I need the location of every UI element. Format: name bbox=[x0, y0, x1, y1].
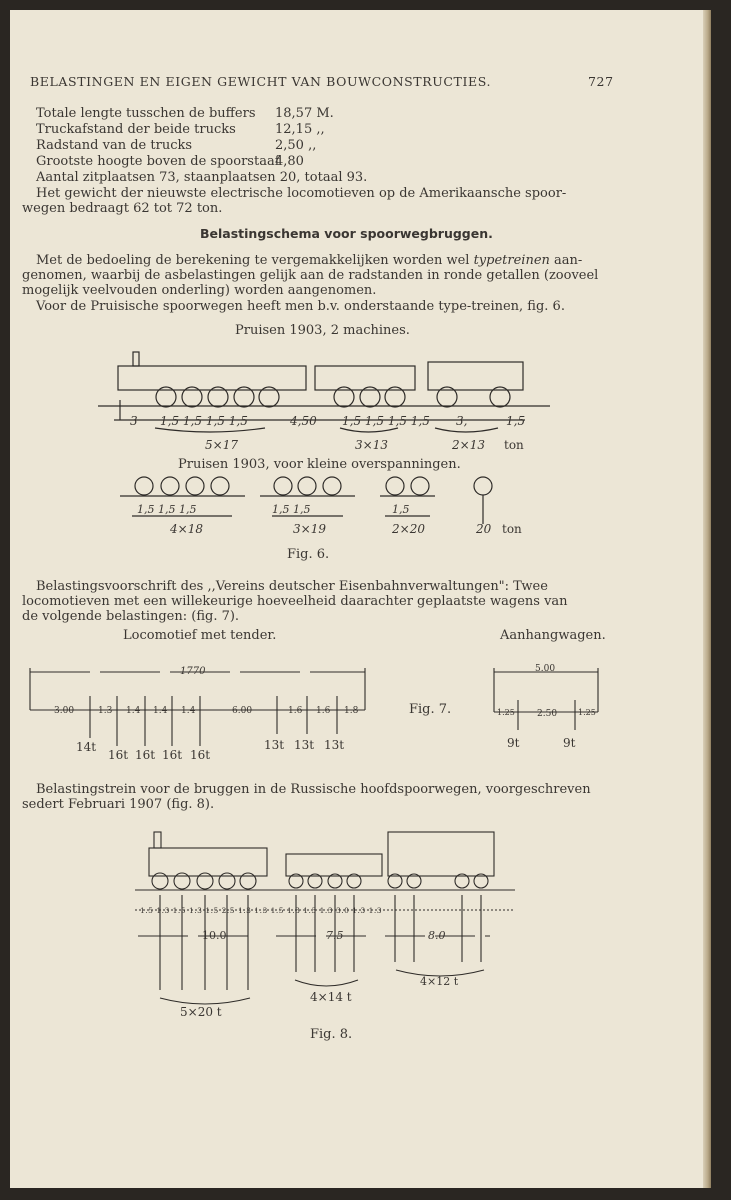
book-page bbox=[10, 10, 711, 1188]
paragraph-verein-line: Belastingsvoorschrift des ,,Vereins deutscher Eisenbahnverwaltungen": Twee bbox=[36, 579, 548, 594]
dim-label: 3, bbox=[456, 414, 468, 428]
group-label: 2×20 bbox=[392, 522, 425, 536]
paragraph-seats: Aantal zitplaatsen 73, staanplaatsen 20, totaal 93. bbox=[36, 170, 368, 185]
paragraph-intro-line: Met de bedoeling de berekening te vergemakkelijken worden wel typetreinen aan- bbox=[36, 253, 583, 268]
dim-label: 2.50 bbox=[537, 709, 558, 719]
spec-value: 12,15 ,, bbox=[275, 122, 325, 137]
load-label: 13t bbox=[264, 738, 285, 752]
span-label: 7.5 bbox=[326, 929, 344, 942]
dim-label: 1.25 bbox=[578, 708, 596, 717]
load-label: 14t bbox=[76, 740, 97, 754]
paragraph-verein-line: de volgende belastingen: (fig. 7). bbox=[22, 609, 240, 624]
load-label: 13t bbox=[324, 738, 345, 752]
group-label: 3×13 bbox=[355, 438, 388, 452]
dim-label: 1.6 bbox=[288, 706, 303, 716]
dim-label: 1.4 bbox=[153, 706, 168, 716]
fig6-caption-top: Pruisen 1903, 2 machines. bbox=[235, 323, 410, 338]
fig6-caption-bottom: Pruisen 1903, voor kleine overspanningen. bbox=[178, 457, 461, 472]
load-label: 16t bbox=[190, 748, 211, 762]
wagon-body bbox=[388, 832, 494, 876]
paragraph-prussian: Voor de Pruisische spoorwegen heeft men b.v. onderstaande type-treinen, fig. 6. bbox=[36, 299, 565, 314]
fig8-diagram bbox=[10, 820, 711, 1020]
chimney bbox=[154, 832, 161, 848]
dim-label: 1,5 bbox=[506, 414, 526, 428]
load-label: 9t bbox=[507, 736, 520, 750]
fig7-caption-left: Locomotief met tender. bbox=[123, 628, 277, 643]
dim-label: 6.00 bbox=[232, 706, 253, 716]
fig6-top-dims-b: 1,5 1,5 1,5 1,5 bbox=[342, 414, 430, 428]
fig6-label: Fig. 6. bbox=[287, 547, 330, 562]
paragraph-russian-line: sedert Februari 1907 (fig. 8). bbox=[22, 797, 215, 812]
fig8-label: Fig. 8. bbox=[310, 1027, 353, 1042]
fig6-top-dims: 1,5 1,5 1,5 1,5 bbox=[160, 414, 248, 428]
page-number: 727 bbox=[588, 74, 614, 89]
dim-label: 1.4 bbox=[181, 706, 196, 716]
dim-label: 3.00 bbox=[54, 706, 75, 716]
spec-label: Radstand van de trucks bbox=[36, 138, 193, 153]
dim-label: 1,5 bbox=[392, 503, 410, 516]
group-label: 4×18 bbox=[170, 522, 203, 536]
spec-value: 2,50 ,, bbox=[275, 138, 317, 153]
chimney bbox=[133, 352, 139, 366]
paragraph-russian-line: Belastingstrein voor de bruggen in de Russische hoofdspoorwegen, voorgeschreven bbox=[36, 782, 591, 797]
load-label: 16t bbox=[135, 748, 156, 762]
fig7-diagram bbox=[10, 650, 711, 760]
dim-label: 1.8 bbox=[344, 706, 359, 716]
locomotive-body bbox=[118, 366, 306, 390]
unit-label: ton bbox=[502, 522, 522, 536]
dim-label: 5.00 bbox=[535, 664, 556, 674]
load-label: 9t bbox=[563, 736, 576, 750]
section-heading: Belastingschema voor spoorwegbruggen. bbox=[200, 226, 493, 241]
unit-label: ton bbox=[504, 438, 524, 452]
running-header: BELASTINGEN EN EIGEN GEWICHT VAN BOUWCONSTRUCTIES. bbox=[30, 74, 492, 89]
dim-label: 1.25 bbox=[497, 708, 515, 717]
group-label: 3×19 bbox=[293, 522, 326, 536]
load-label: 16t bbox=[108, 748, 129, 762]
span-label: 10.0 bbox=[202, 929, 227, 942]
spec-value: 4,80 bbox=[275, 154, 304, 169]
paragraph-weight-line: wegen bedraagt 62 tot 72 ton. bbox=[22, 201, 223, 216]
dim-label: 1.4 bbox=[126, 706, 141, 716]
paragraph-weight-line: Het gewicht der nieuwste electrische locomotieven op de Amerikaansche spoor- bbox=[36, 186, 567, 201]
load-label: 13t bbox=[294, 738, 315, 752]
wagon-body bbox=[428, 362, 523, 390]
group-label: 5×17 bbox=[205, 438, 238, 452]
fig6-bottom-dims: 1,5 1,5 bbox=[272, 503, 311, 516]
wheel-group bbox=[135, 477, 492, 495]
fig6-bottom-diagram bbox=[10, 472, 711, 532]
dim-label: 3 bbox=[130, 414, 138, 428]
wheel-group bbox=[152, 873, 488, 889]
dim-label: 1770 bbox=[180, 666, 206, 677]
spec-value: 18,57 M. bbox=[275, 106, 334, 121]
group-label: 20 bbox=[476, 522, 492, 536]
fig7-caption-right: Aanhangwagen. bbox=[500, 628, 606, 643]
paragraph-intro-line: mogelijk veelvouden onderling) worden aangenomen. bbox=[22, 283, 377, 298]
tender-body bbox=[286, 854, 382, 876]
locomotive-body bbox=[149, 848, 267, 876]
fig8-dims: 1.5 1.3 1.5 1.3 1.5 2.5 1.3 1.3 1.5 1.3 1.3 1.3 3.0 1.3 1.3 bbox=[140, 906, 383, 915]
tender-body bbox=[315, 366, 415, 390]
paragraph-intro-line: genomen, waarbij de asbelastingen gelijk aan de radstanden in ronde getallen (zooveel bbox=[22, 268, 599, 283]
dim-label: 1.6 bbox=[316, 706, 331, 716]
group-label: 4×12 t bbox=[420, 975, 459, 988]
span-label: 8.0 bbox=[428, 929, 446, 942]
fig7-label: Fig. 7. bbox=[409, 702, 452, 717]
spec-label: Truckafstand der beide trucks bbox=[36, 122, 236, 137]
paragraph-verein-line: locomotieven met een willekeurige hoeveelheid daarachter geplaatste wagens van bbox=[22, 594, 568, 609]
load-label: 16t bbox=[162, 748, 183, 762]
fig6-bottom-dims: 1,5 1,5 1,5 bbox=[137, 503, 197, 516]
group-label: 5×20 t bbox=[180, 1005, 222, 1019]
group-label: 4×14 t bbox=[310, 990, 352, 1004]
group-label: 2×13 bbox=[452, 438, 485, 452]
dim-label: 1.3 bbox=[98, 706, 113, 716]
spec-label: Totale lengte tusschen de buffers bbox=[36, 106, 256, 121]
spec-label: Grootste hoogte boven de spoorstaaf bbox=[36, 154, 280, 169]
dim-label: 4,50 bbox=[290, 414, 317, 428]
